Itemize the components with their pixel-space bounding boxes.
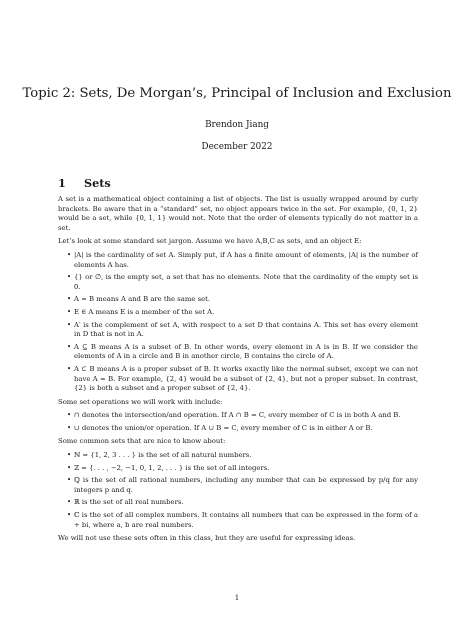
list-item: • ℕ = {1, 2, 3 . . . } is the set of all natural numbers. xyxy=(68,451,418,461)
list-item: • A = B means A and B are the same set. xyxy=(68,295,418,305)
paper-title: Topic 2: Sets, De Morgan’s, Principal of Inclusion and Exclusion xyxy=(22,86,452,101)
list-item: • E ∈ A means E is a member of the set A. xyxy=(68,308,418,318)
list-item: • A ⊆ B means A is a subset of B. In other words, every element in A is in B. If we consider the elements of A in a circle and B in another circle, B contains the circle of A. xyxy=(68,343,418,362)
list-item: • ℚ is the set of all rational numbers, including any number that can be expressed by p/q for any integers p and q. xyxy=(68,476,418,495)
author-name: Brendon Jiang xyxy=(205,120,269,130)
operations-list xyxy=(58,411,418,433)
list-item: • ℂ is the set of all complex numbers. It contains all numbers that can be expressed in the form of a + bi, where a, b are real numbers. xyxy=(68,511,418,530)
section-number: 1 xyxy=(58,176,66,190)
list-item: • ∩ denotes the intersection/and operation. If A ∩ B = C, every member of C is in both A and B. xyxy=(68,411,418,421)
common-sets-intro: Some common sets that are nice to know about: xyxy=(58,437,226,446)
section-body xyxy=(58,195,418,548)
operations-intro: Some set operations we will work with include: xyxy=(58,397,223,406)
list-item: • ℤ = {. . . , −2, −1, 0, 1, 2, . . . } is the set of all integers. xyxy=(68,464,418,474)
list-item: • |A| is the cardinality of set A. Simply put, if A has a finite amount of elements, |A| is the number of elements A has. xyxy=(68,251,418,270)
section-heading xyxy=(58,176,111,190)
list-item: • ∪ denotes the union/or operation. If A ∪ B = C, every member of C is in either A or B. xyxy=(68,424,418,434)
list-item: • A ⊂ B means A is a proper subset of B. It works exactly like the normal subset, except we can not have A = B. For example, {2, 4} would be a subset of {2, 4}, but not a proper subset. In contrast, {2} is both a subset and a proper subset of {2, 4}. xyxy=(68,365,418,394)
paper-date: December 2022 xyxy=(201,142,273,152)
list-item: • ℝ is the set of all real numbers. xyxy=(68,498,418,508)
common-sets-list xyxy=(58,451,418,530)
list-item: • {} or ∅, is the empty set, a set that has no elements. Note that the cardinality of the empty set is 0. xyxy=(68,273,418,292)
jargon-intro: Let’s look at some standard set jargon. Assume we have A,B,C as sets, and an object E: xyxy=(58,237,362,246)
jargon-list xyxy=(58,251,418,394)
list-item: • A′ is the complement of set A, with respect to a set D that contains A. This set has every element in D that is not in A. xyxy=(68,321,418,340)
page-number: 1 xyxy=(234,594,240,602)
section-title: Sets xyxy=(84,176,111,190)
intro-paragraph: A set is a mathematical object containing a list of objects. The list is usually wrapped around by curly brackets. Be aware that in a “standard” set, no object appears twice in the set. For example, {0, 1, 2} would be a set, while {0, 1, 1} would not. Note that the order of elements typically do not matter in a set. xyxy=(58,195,418,232)
closing-paragraph: We will not use these sets often in this class, but they are useful for expressing ideas. xyxy=(58,534,356,543)
